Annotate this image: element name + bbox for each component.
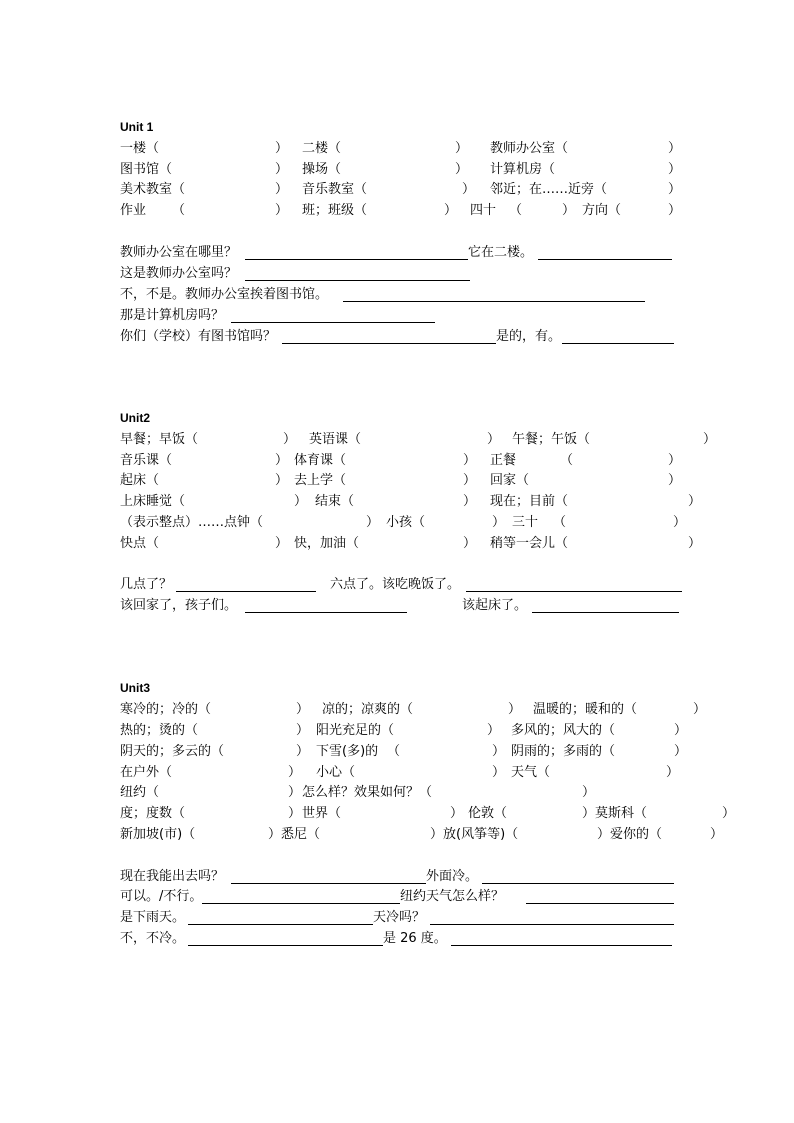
answer-blank[interactable]: [532, 612, 679, 613]
vocab-item: （表示整点）……点钟（: [120, 515, 264, 530]
vocab-bracket: ）: [288, 765, 302, 780]
vocab-item: ）放(风筝等)（: [430, 827, 519, 842]
vocab-item: 体育课（: [294, 453, 347, 468]
vocab-item: 怎么样？效果如何？（: [302, 785, 433, 800]
vocab-bracket: ）: [722, 806, 736, 821]
vocab-bracket: ）: [296, 744, 310, 759]
answer-blank[interactable]: [245, 612, 407, 613]
vocab-bracket: ）: [668, 473, 682, 488]
vocab-bracket: ）: [275, 536, 289, 551]
vocab-bracket: ）: [366, 515, 380, 530]
sentence-prompt: 你们（学校）有图书馆吗？: [120, 329, 277, 344]
vocab-item: 邻近；在……近旁（: [490, 182, 608, 197]
vocab-bracket: ）: [463, 494, 477, 509]
vocab-bracket: ）: [582, 785, 596, 800]
vocab-item: 方向（: [582, 203, 622, 218]
vocab-bracket: ）: [674, 744, 688, 759]
vocab-item: 快点（: [120, 536, 160, 551]
sentence-prompt: 是 26 度。: [383, 931, 447, 946]
answer-blank[interactable]: [466, 591, 682, 592]
vocab-bracket: ）: [444, 203, 458, 218]
vocab-item: 小孩（: [386, 515, 426, 530]
vocab-item: 教师办公室（: [490, 141, 569, 156]
sentence-prompt: 该回家了，孩子们。: [120, 598, 238, 613]
vocab-bracket: ）: [703, 432, 717, 447]
vocab-bracket: （: [172, 203, 186, 218]
sentence-prompt: 这是教师办公室吗？: [120, 266, 238, 281]
unit-3-title: Unit3: [120, 681, 150, 695]
vocab-bracket: ）: [666, 765, 680, 780]
vocab-bracket: ）: [275, 162, 289, 177]
vocab-bracket: ）: [492, 744, 506, 759]
sentence-prompt: 教师办公室在哪里？: [120, 245, 238, 260]
vocab-item: 四十: [470, 203, 497, 218]
sentence-prompt: 它在二楼。: [468, 245, 534, 260]
sentence-prompt: 是下雨天。: [120, 910, 186, 925]
answer-blank[interactable]: [526, 903, 674, 904]
vocab-bracket: ）: [668, 203, 682, 218]
vocab-bracket: ）: [668, 162, 682, 177]
vocab-item: 世界（: [302, 806, 342, 821]
vocab-item: 新加坡(市)（: [120, 827, 196, 842]
answer-blank[interactable]: [202, 903, 400, 904]
vocab-item: 去上学（: [294, 473, 347, 488]
vocab-bracket: ）: [275, 182, 289, 197]
answer-blank[interactable]: [188, 924, 373, 925]
vocab-bracket: ）: [275, 473, 289, 488]
vocab-bracket: ）: [275, 141, 289, 156]
vocab-item: ）悉尼（: [268, 827, 321, 842]
answer-blank[interactable]: [538, 259, 672, 260]
vocab-item: 阳光充足的（: [316, 723, 395, 738]
vocab-item: 操场（: [302, 162, 342, 177]
vocab-item: ）莫斯科（: [582, 806, 648, 821]
vocab-bracket: ）: [450, 806, 464, 821]
vocab-bracket: ）: [508, 702, 522, 717]
vocab-bracket: ）: [275, 203, 289, 218]
vocab-item: 美术教室（: [120, 182, 186, 197]
answer-blank[interactable]: [231, 322, 435, 323]
vocab-bracket: ）: [492, 515, 506, 530]
vocab-bracket: ）: [463, 536, 477, 551]
vocab-bracket: ）: [688, 494, 702, 509]
vocab-item: 午餐；午饭（: [512, 432, 591, 447]
vocab-item: 英语课（: [309, 432, 362, 447]
unit-2-title: Unit2: [120, 411, 150, 425]
sentence-prompt: 几点了？: [120, 577, 173, 592]
sentence-prompt: 可以。/不行。: [120, 889, 203, 904]
vocab-item: 纽约（: [120, 785, 160, 800]
vocab-item: 上床睡觉（: [120, 494, 186, 509]
vocab-item: 快，加油（: [294, 536, 360, 551]
vocab-item: 结束（: [315, 494, 355, 509]
vocab-bracket: ）: [562, 203, 576, 218]
sentence-prompt: 现在我能出去吗？: [120, 869, 225, 884]
vocab-item: 班；班级（: [302, 203, 368, 218]
vocab-item: 度；度数（: [120, 806, 186, 821]
answer-blank[interactable]: [451, 945, 672, 946]
vocab-item: ）爱你的（: [597, 827, 663, 842]
vocab-bracket: ）: [674, 723, 688, 738]
vocab-bracket: ）: [455, 141, 469, 156]
vocab-bracket: （: [509, 203, 523, 218]
vocab-item: 寒冷的；冷的（: [120, 702, 212, 717]
answer-blank[interactable]: [282, 343, 496, 344]
vocab-bracket: ）: [296, 702, 310, 717]
vocab-item: 稍等一会儿（: [490, 536, 569, 551]
vocab-item: 天气（: [511, 765, 551, 780]
vocab-item: 计算机房（: [490, 162, 556, 177]
vocab-bracket: ）: [275, 453, 289, 468]
vocab-bracket: ）: [288, 806, 302, 821]
vocab-bracket: （: [387, 744, 401, 759]
vocab-bracket: ）: [492, 765, 506, 780]
vocab-bracket: ）: [463, 473, 477, 488]
sentence-prompt: 外面冷。: [426, 869, 479, 884]
sentence-prompt: 那是计算机房吗？: [120, 308, 225, 323]
vocab-item: 图书馆（: [120, 162, 173, 177]
vocab-bracket: ）: [294, 494, 308, 509]
vocab-bracket: ）: [673, 515, 687, 530]
vocab-item: 二楼（: [302, 141, 342, 156]
vocab-item: 阴雨的；多雨的（: [511, 744, 616, 759]
answer-blank[interactable]: [188, 945, 383, 946]
vocab-item: 热的；烫的（: [120, 723, 199, 738]
vocab-bracket: ）: [487, 432, 501, 447]
vocab-bracket: ）: [462, 182, 476, 197]
vocab-item: 一楼（: [120, 141, 160, 156]
vocab-item: 正餐: [490, 453, 517, 468]
vocab-item: 多风的；风大的（: [511, 723, 616, 738]
sentence-prompt: 是的，有。: [496, 329, 562, 344]
vocab-item: 起床（: [120, 473, 160, 488]
sentence-prompt: 纽约天气怎么样？: [400, 889, 505, 904]
vocab-item: 阴天的；多云的（: [120, 744, 225, 759]
vocab-bracket: （: [553, 515, 567, 530]
vocab-item: 现在；目前（: [490, 494, 569, 509]
unit-1-title: Unit 1: [120, 120, 154, 134]
answer-blank[interactable]: [231, 883, 426, 884]
vocab-bracket: ）: [296, 723, 310, 738]
vocab-bracket: ）: [283, 432, 297, 447]
vocab-bracket: ）: [710, 827, 724, 842]
vocab-item: 在户外（: [120, 765, 173, 780]
answer-blank[interactable]: [482, 883, 674, 884]
vocab-item: 下雪(多)的: [316, 744, 379, 759]
vocab-bracket: ）: [463, 453, 477, 468]
answer-blank[interactable]: [245, 259, 468, 260]
answer-blank[interactable]: [562, 343, 674, 344]
answer-blank[interactable]: [245, 280, 470, 281]
vocab-item: 音乐课（: [120, 453, 173, 468]
vocab-item: 三十: [512, 515, 539, 530]
answer-blank[interactable]: [430, 924, 674, 925]
vocab-item: 凉的；凉爽的（: [322, 702, 414, 717]
vocab-item: 温暖的；暖和的（: [533, 702, 638, 717]
vocab-item: 回家（: [490, 473, 530, 488]
vocab-bracket: ）: [693, 702, 707, 717]
answer-blank[interactable]: [176, 591, 316, 592]
vocab-bracket: （: [560, 453, 574, 468]
vocab-bracket: ）: [487, 723, 501, 738]
vocab-bracket: ）: [688, 536, 702, 551]
vocab-item: 作业: [120, 203, 147, 218]
vocab-item: 音乐教室（: [302, 182, 368, 197]
sentence-prompt: 天冷吗？: [373, 910, 426, 925]
vocab-item: 小心（: [316, 765, 356, 780]
sentence-prompt: 不，不冷。: [120, 931, 186, 946]
vocab-bracket: ）: [668, 141, 682, 156]
answer-blank[interactable]: [343, 301, 645, 302]
vocab-item: 伦敦（: [468, 806, 508, 821]
sentence-prompt: 该起床了。: [462, 598, 528, 613]
vocab-bracket: ）: [668, 182, 682, 197]
vocab-item: 早餐；早饭（: [120, 432, 199, 447]
vocab-bracket: ）: [455, 162, 469, 177]
vocab-bracket: ）: [668, 453, 682, 468]
vocab-bracket: ）: [288, 785, 302, 800]
sentence-prompt: 不，不是。教师办公室挨着图书馆。: [120, 287, 329, 302]
sentence-prompt: 六点了。该吃晚饭了。: [330, 577, 461, 592]
